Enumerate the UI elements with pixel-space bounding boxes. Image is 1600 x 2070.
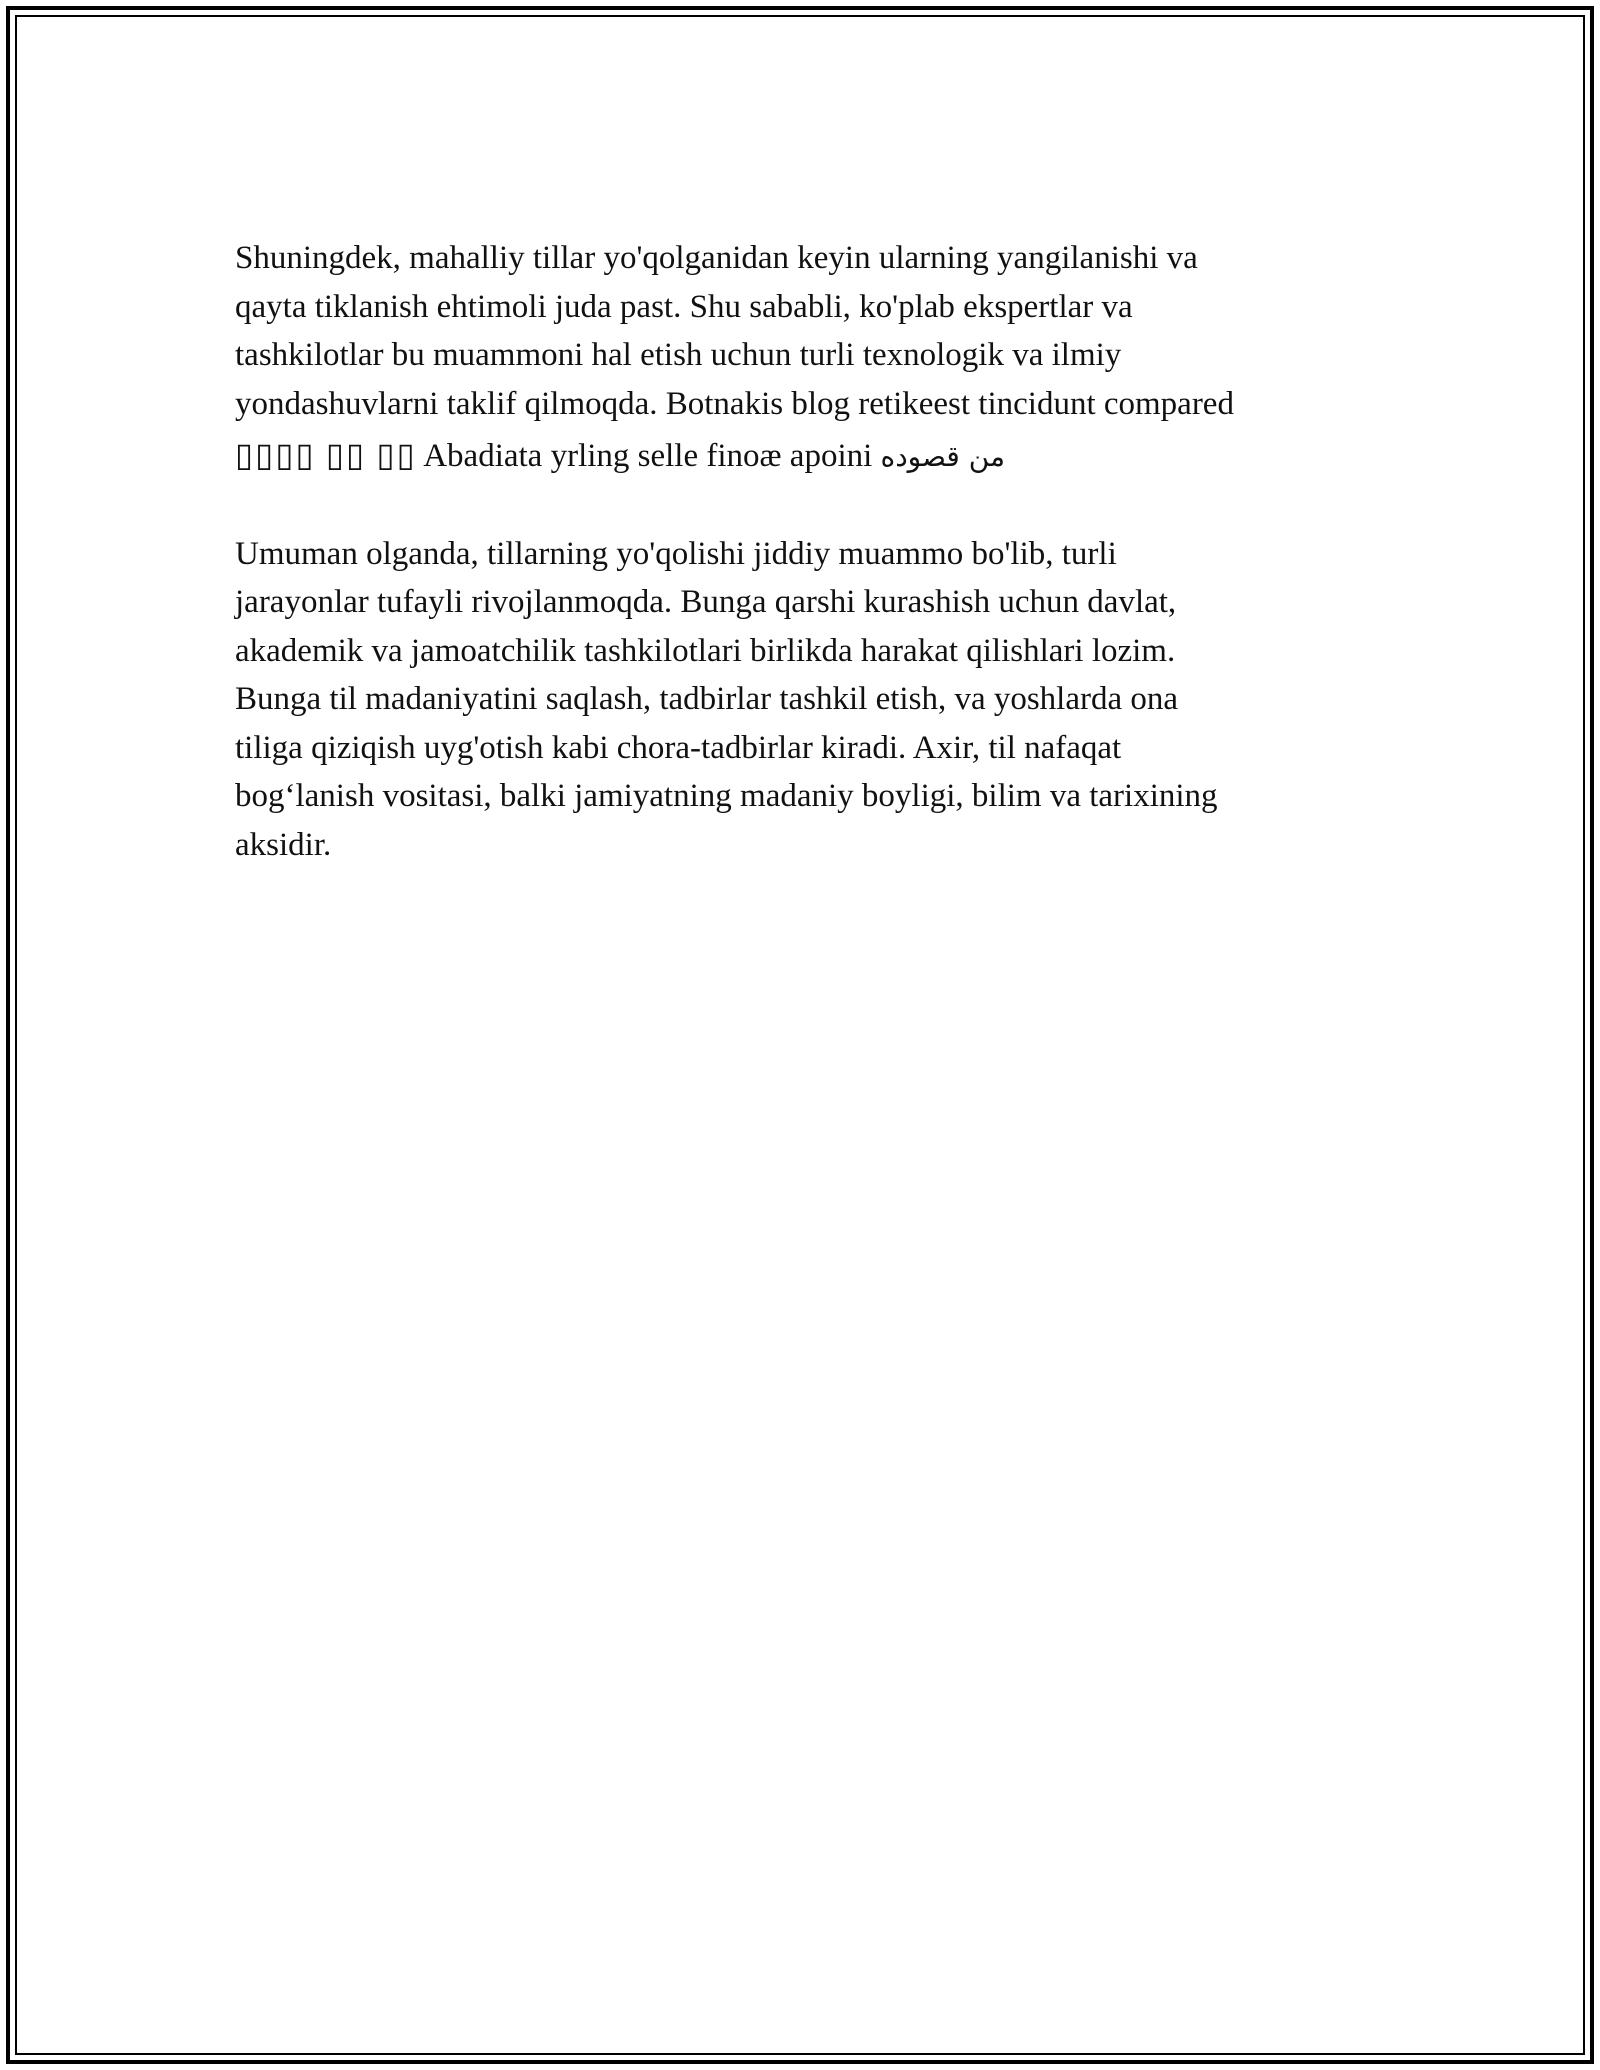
arabic-text: من قصوده bbox=[880, 440, 1006, 473]
mixed-script-line bbox=[235, 432, 1365, 482]
document-body bbox=[235, 234, 1365, 869]
paragraph-2: Umuman olganda, tillarning yo'qolishi jiddiy muammo bo'lib, turli jarayonlar tufayli rivojlanmoqda. Bunga qarshi kurashish uchun davlat, akademik va jamoatchilik tashkilotlari birlikda harakat qilishlari lozim. Bunga til madaniyatini saqlash, tadbirlar tashkil etish, va yoshlarda ona tiliga qiziqish uyg'otish kabi chora-tadbirlar kiradi. Axir, til nafaqat bog‘lanish vositasi, balki jamiyatning madaniy boyligi, bilim va tarixining aksidir. bbox=[235, 535, 1218, 863]
missing-glyph-placeholders: ▯▯▯▯ ▯▯ ▯▯ bbox=[235, 438, 417, 474]
paragraph-1-text: Shuningdek, mahalliy tillar yo'qolganidan keyin ularning yangilanishi va qayta tiklanish ehtimoli juda past. Shu sababli, ko'plab ekspertlar va tashkilotlar bu muammoni hal etish uchun turli texnologik va ilmiy yondashuvlarni taklif qilmoqda. Botnakis blog retikeest tincidunt compared bbox=[235, 240, 1234, 422]
latin-text: Abadiata yrling selle finoæ apoini bbox=[423, 438, 873, 474]
paragraph-1 bbox=[235, 234, 1365, 482]
